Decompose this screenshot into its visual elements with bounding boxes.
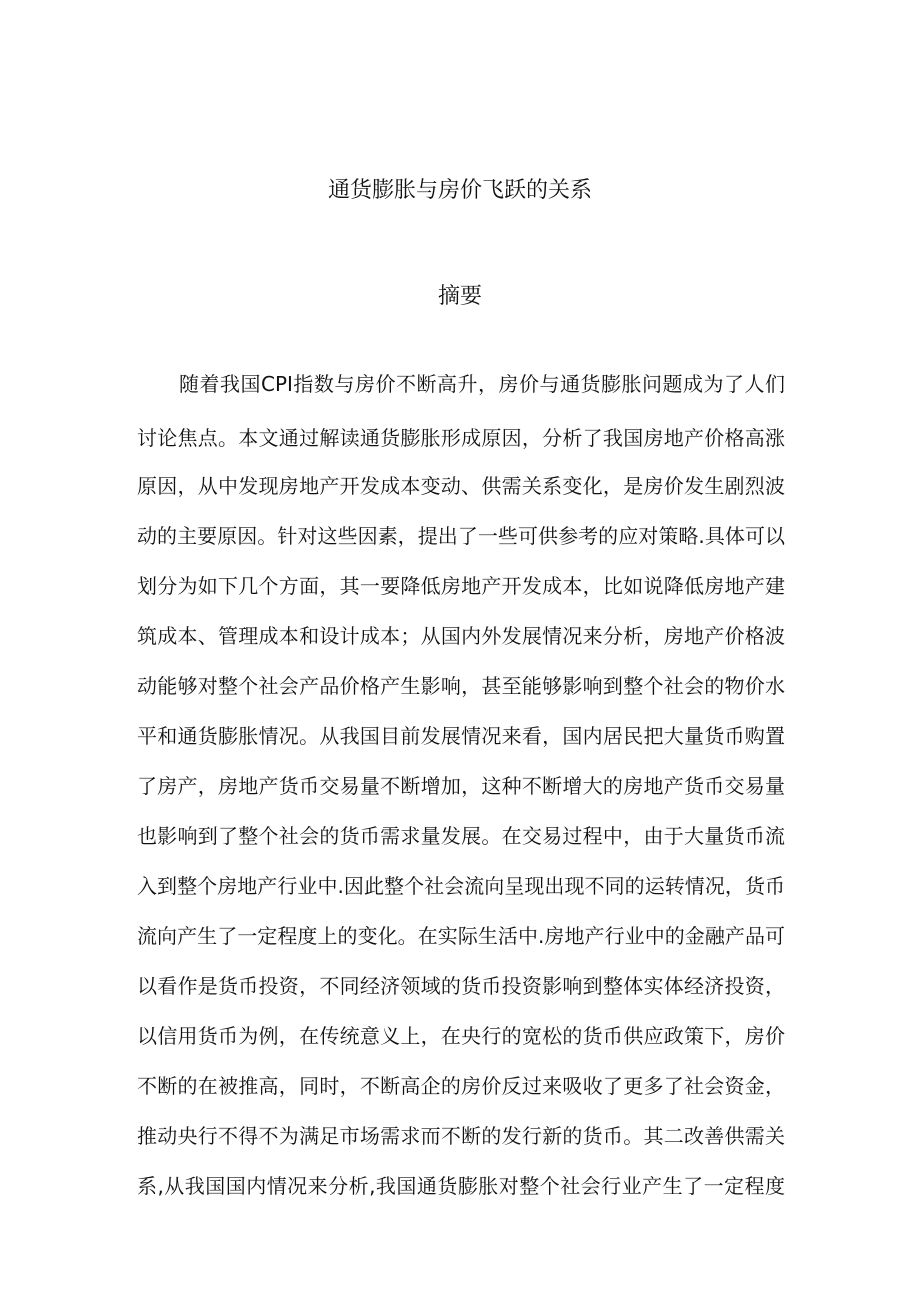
abstract-line: 以看作是货币投资，不同经济领域的货币投资影响到整体实体经济投资， bbox=[137, 974, 785, 998]
abstract-line: 不断的在被推高，同时，不断高企的房价反过来吸收了更多了社会资金， bbox=[137, 1074, 785, 1098]
abstract-line: 划分为如下几个方面，其一要降低房地产开发成本，比如说降低房地产建 bbox=[137, 574, 785, 598]
abstract-line: 筑成本、管理成本和设计成本；从国内外发展情况来分析，房地产价格波 bbox=[137, 624, 785, 648]
abstract-line: 系,从我国国内情况来分析,我国通货膨胀对整个社会行业产生了一定程度 bbox=[137, 1174, 785, 1198]
document-title: 通货膨胀与房价飞跃的关系 bbox=[327, 178, 592, 203]
abstract-line: 动的主要原因。针对这些因素，提出了一些可供参考的应对策略.具体可以 bbox=[137, 524, 785, 548]
abstract-line: 推动央行不得不为满足市场需求而不断的发行新的货币。其二改善供需关 bbox=[137, 1124, 785, 1148]
abstract-heading: 摘要 bbox=[437, 284, 482, 309]
abstract-line: 也影响到了整个社会的货币需求量发展。在交易过程中，由于大量货币流 bbox=[137, 824, 785, 848]
abstract-line: 讨论焦点。本文通过解读通货膨胀形成原因，分析了我国房地产价格高涨 bbox=[137, 426, 785, 450]
abstract-line: 流向产生了一定程度上的变化。在实际生活中.房地产行业中的金融产品可 bbox=[137, 924, 785, 948]
abstract-line: 平和通货膨胀情况。从我国目前发展情况来看，国内居民把大量货币购置 bbox=[137, 724, 785, 748]
abstract-line: 了房产，房地产货币交易量不断增加，这种不断增大的房地产货币交易量 bbox=[137, 774, 785, 798]
abstract-line: 以信用货币为例，在传统意义上，在央行的宽松的货币供应政策下，房价 bbox=[137, 1024, 785, 1048]
abstract-line: 入到整个房地产行业中.因此整个社会流向呈现出现不同的运转情况，货币 bbox=[137, 874, 785, 898]
abstract-line: 原因，从中发现房地产开发成本变动、供需关系变化，是房价发生剧烈波 bbox=[137, 474, 785, 498]
abstract-line: 随着我国CPI指数与房价不断高升，房价与通货膨胀问题成为了人们 bbox=[179, 372, 785, 396]
abstract-line: 动能够对整个社会产品价格产生影响，甚至能够影响到整个社会的物价水 bbox=[137, 674, 785, 698]
